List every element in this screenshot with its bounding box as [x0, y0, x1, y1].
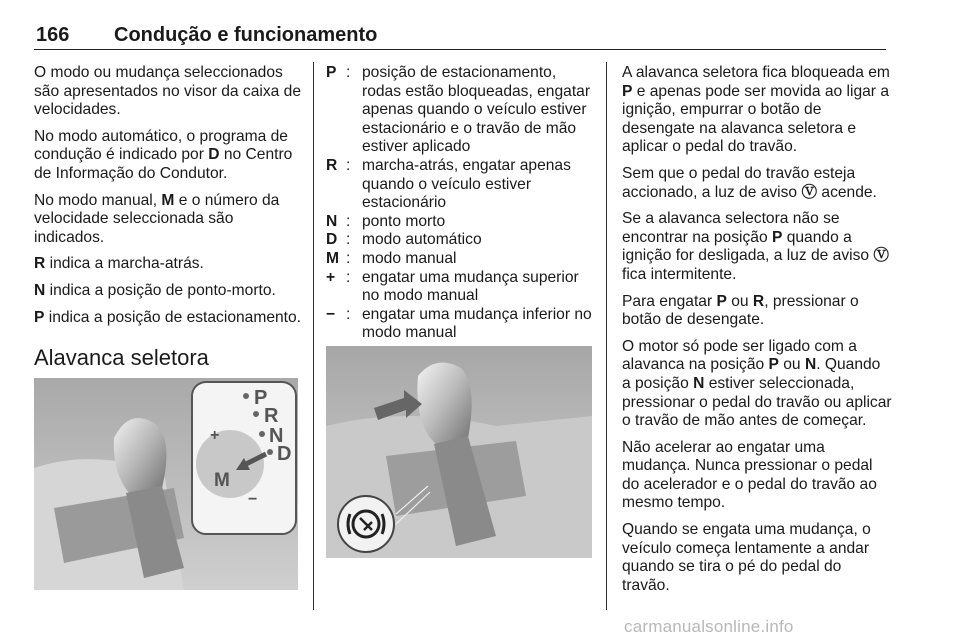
list-item: N : ponto morto: [326, 212, 446, 230]
paragraph: O modo ou mudança seleccionados são apresentados no visor da caixa de velocidades.: [34, 64, 301, 119]
gear-position-list: [326, 64, 592, 343]
page-number: 166: [36, 24, 70, 46]
list-item: + : engatar uma mudança superior no modo manual: [326, 268, 579, 305]
gear-label-plus: +: [210, 427, 220, 444]
page-header: [34, 18, 886, 50]
section-title: Alavanca seletora: [34, 345, 209, 370]
watermark: carmanualsonline.info: [624, 617, 794, 636]
paragraph: Não acelerar ao engatar uma mudança. Nunca pressionar o pedal do acelerador e o pedal do travão ao mesmo tempo.: [622, 438, 877, 512]
paragraph: O motor só pode ser ligado com a alavanca na posição P ou N. Quando a posição N estiver seleccionada, pressionar o pedal do travão ou aplicar o travão de mão antes de começar.: [622, 337, 892, 430]
column-1: [34, 64, 302, 335]
gear-lever-drawing: [34, 378, 298, 590]
column-2: [326, 64, 592, 343]
gear-label-D: D: [277, 443, 292, 465]
paragraph: P indica a posição de estacionamento.: [34, 308, 302, 326]
paragraph: A alavanca seletora fica bloqueada em P e apenas pode ser movida ao ligar a ignição, empurrar o botão de desengate na alavanca seletora e aplicar o pedal do travão.: [622, 64, 890, 156]
column-divider-1: [313, 62, 314, 610]
column-divider-2: [606, 62, 607, 610]
list-item: M : modo manual: [326, 249, 457, 267]
column-3: [622, 64, 892, 603]
paragraph: No modo manual, M e o número da velocidade seleccionada são indicados.: [34, 191, 280, 246]
paragraph: Sem que o pedal do travão esteja accionado, a luz de aviso Ⓥ acende.: [622, 164, 877, 201]
paragraph: No modo automático, o programa de condução é indicado por D no Centro de Informação do Condutor.: [34, 127, 293, 182]
gear-lever-illustration: [34, 378, 298, 590]
paragraph: Quando se engata uma mudança, o veículo começa lentamente a andar quando se tira o pé do pedal do travão.: [622, 521, 871, 594]
paragraph: Para engatar P ou R, pressionar o botão de desengate.: [622, 292, 859, 329]
list-item: − : engatar uma mudança inferior no modo manual: [326, 305, 592, 342]
release-button-drawing: [326, 346, 592, 558]
gear-label-M: M: [214, 470, 230, 491]
paragraph: N indica a posição de ponto-morto.: [34, 281, 276, 299]
paragraph: R indica a marcha-atrás.: [34, 255, 204, 273]
page-title: Condução e funcionamento: [114, 24, 378, 46]
release-button-illustration: [326, 346, 592, 558]
gear-label-minus: −: [248, 491, 258, 508]
list-item: D : modo automático: [326, 231, 482, 249]
brake-warning-icon: Ⓥ: [801, 183, 818, 201]
gear-label-P: P: [254, 387, 268, 409]
gear-label-N: N: [269, 425, 284, 447]
brake-warning-icon: Ⓥ: [873, 247, 889, 265]
gear-label-R: R: [264, 405, 279, 427]
list-item: R : marcha-atrás, engatar apenas quando o veículo estiver estacionário: [326, 156, 571, 212]
paragraph: Se a alavanca selectora não se encontrar na posição P quando a ignição for desligada, a luz de aviso Ⓥ fica intermitente.: [622, 210, 889, 283]
list-item: P : posição de estacionamento, rodas estão bloqueadas, engatar apenas quando o veículo estiver estacionário e o travão de mão estiver aplicado: [326, 64, 591, 156]
